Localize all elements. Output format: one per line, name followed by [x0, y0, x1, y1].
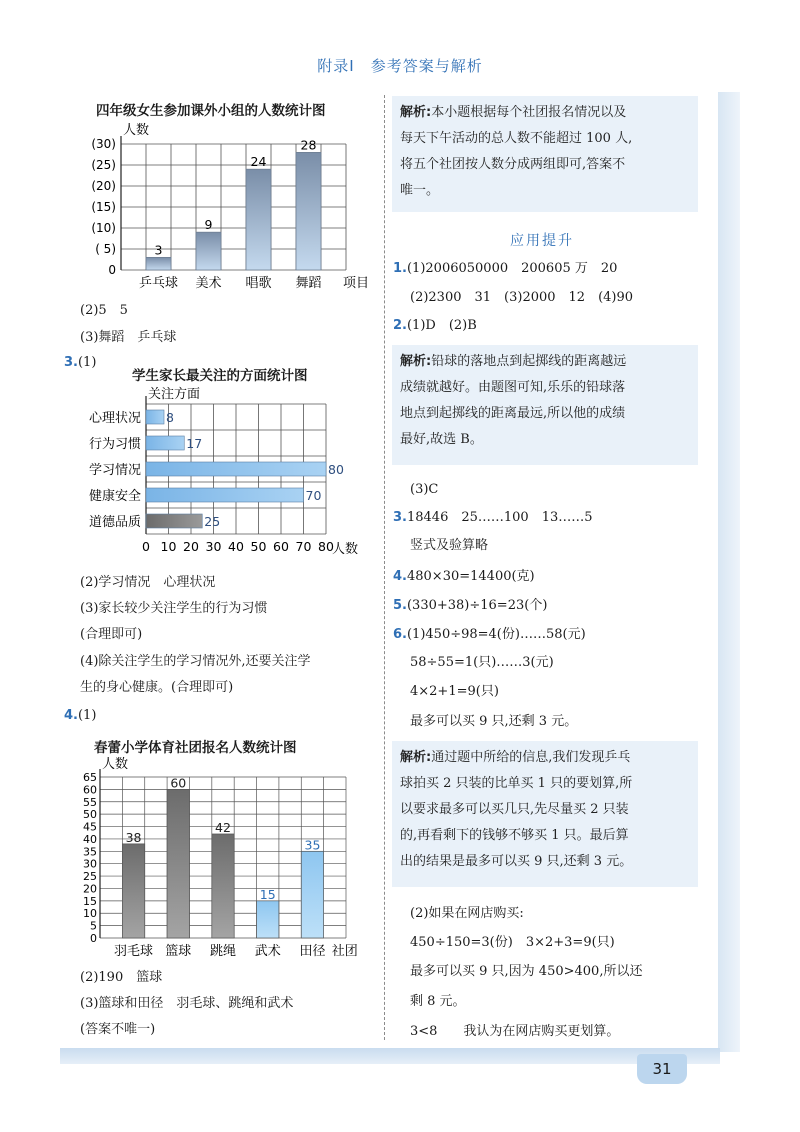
r-q3-number: 3. — [393, 510, 407, 525]
chart3-data-label: 42 — [215, 819, 231, 835]
chart3-ytick: 5 — [90, 919, 97, 933]
analysis-box-3 — [392, 741, 698, 887]
chart2-category-label: 行为习惯 — [88, 437, 141, 452]
r-q3-line1 — [393, 509, 593, 527]
chart2-bar — [146, 462, 326, 476]
box3-line2: 球拍买 2 只装的比单买 1 只的要划算,所 — [400, 776, 633, 791]
chart1-category-label: 唱歌 — [245, 276, 272, 291]
chart2-xtick: 10 — [160, 539, 177, 554]
q2-ans3: (3)舞蹈 乒乓球 — [80, 330, 177, 345]
chart3-ytick: 65 — [83, 771, 97, 784]
box1-line4: 唯一。 — [400, 183, 440, 198]
q3-ans2: (2)学习情况 心理状况 — [80, 575, 216, 590]
r-q1-number: 1. — [393, 261, 407, 276]
q3-number: 3. — [64, 355, 78, 370]
box3-label: 解析: — [400, 750, 432, 765]
r-q6-line2: 58÷55=1(只)……3(元) — [410, 655, 554, 670]
chart1-ylabel: 人数 — [123, 123, 150, 138]
chart3-category-label: 跳绳 — [209, 944, 237, 959]
q3-ans4b: 生的身心健康。(合理即可) — [80, 680, 234, 695]
page-edge-right — [718, 92, 740, 1052]
chart3-title: 春蕾小学体育社团报名人数统计图 — [94, 740, 297, 756]
r-q1-line1 — [393, 260, 617, 278]
chart3-ytick: 10 — [83, 907, 97, 921]
r-q6b-line2: 450÷150=3(份) 3×2+3=9(只) — [410, 935, 615, 950]
analysis-box-1 — [392, 96, 698, 212]
chart3-data-label: 35 — [304, 837, 321, 853]
chart1-ytick: (15) — [91, 200, 116, 214]
chart1-category-label: 舞蹈 — [295, 276, 322, 291]
chart3-ytick: 45 — [83, 820, 97, 834]
chart3-bar — [257, 901, 279, 938]
chart3-ytick: 0 — [90, 932, 97, 945]
chart2-data-label: 8 — [166, 410, 174, 425]
chart3-ytick: 50 — [83, 808, 97, 822]
chart3-svg — [70, 752, 380, 966]
r-q6b-line5: 3<8 我认为在网店购买更划算。 — [410, 1024, 620, 1039]
chart3-bar — [301, 851, 323, 938]
box3-line3: 以要求最多可以买几只,先尽量买 2 只装 — [400, 802, 629, 817]
chart3-ytick: 20 — [83, 882, 97, 896]
chart3-ytick: 25 — [83, 870, 97, 884]
chart3-bar — [167, 789, 189, 938]
r-q6-text1: (1)450÷98=4(份)……58(元) — [406, 627, 586, 642]
chart2-xtick: 70 — [295, 539, 312, 554]
chart1-bar — [196, 232, 221, 270]
chart2-xlabel: 人数 — [332, 542, 359, 557]
chart3-bar — [122, 844, 144, 938]
chart1-xlabel: 项目 — [342, 276, 370, 291]
chart1-category-label: 美术 — [195, 276, 222, 291]
box1-label: 解析: — [400, 105, 432, 120]
r-q4-number: 4. — [393, 569, 407, 584]
chart1-bar — [246, 169, 271, 270]
chart1-ytick: (10) — [91, 221, 116, 235]
page-header: 附录Ⅰ 参考答案与解析 — [317, 57, 483, 75]
box2-line2: 成绩就越好。由题图可知,乐乐的铅球落 — [400, 380, 626, 395]
chart1-title: 四年级女生参加课外小组的人数统计图 — [96, 103, 326, 119]
chart1-ytick: (30) — [91, 137, 116, 151]
chart2-category-label: 健康安全 — [88, 489, 141, 504]
page-edge-bottom — [60, 1048, 720, 1064]
chart1-data-label: 3 — [154, 242, 163, 258]
chart1-ytick: (20) — [91, 179, 116, 193]
chart1-data-label: 24 — [250, 154, 267, 170]
chart2-title: 学生家长最关注的方面统计图 — [132, 368, 308, 384]
chart1-data-label: 28 — [300, 137, 317, 153]
r-q4-text1: 480×30=14400(克) — [406, 569, 535, 584]
chart3-ytick: 60 — [83, 783, 97, 797]
r-q2-text1: (1)D (2)B — [406, 318, 477, 333]
box2-line3: 地点到起掷线的距离最远,所以他的成绩 — [400, 406, 626, 421]
box3-line1: 通过题中所给的信息,我们发现乒乓 — [431, 750, 631, 765]
chart3-data-label: 15 — [259, 886, 276, 902]
r-q6b-line3: 最多可以买 9 只,因为 450>400,所以还 — [410, 964, 643, 979]
chart3-category-label: 田径 — [299, 944, 326, 959]
box2-line1: 铅球的落地点到起掷线的距离越远 — [431, 354, 627, 369]
box1-line1: 本小题根据每个社团报名情况以及 — [431, 105, 627, 120]
box3-line5: 出的结果是最多可以买 9 只,还剩 3 元。 — [400, 854, 633, 869]
q3-label — [64, 354, 96, 372]
box1-line2: 每天下午活动的总人数不能超过 100 人, — [400, 131, 633, 146]
r-q6-line4: 最多可以买 9 只,还剩 3 元。 — [410, 714, 578, 729]
chart2-bar — [146, 410, 164, 424]
chart3-category-label: 篮球 — [165, 944, 192, 959]
chart2-xtick: 80 — [318, 539, 334, 554]
r-q5-text1: (330+38)÷16=23(个) — [406, 598, 548, 613]
chart1-data-label: 9 — [204, 217, 213, 233]
chart2-data-label: 70 — [305, 488, 322, 503]
r-q3-text1: 18446 25……100 13……5 — [406, 510, 593, 525]
r-q2-line3: (3)C — [410, 482, 439, 497]
r-q3-line2: 竖式及验算略 — [410, 538, 489, 553]
chart1-svg — [75, 118, 375, 298]
chart2-data-label: 80 — [328, 462, 344, 477]
r-q2-number: 2. — [393, 318, 407, 333]
q4-ans3b: (答案不唯一) — [80, 1022, 156, 1037]
q4-label — [64, 707, 96, 725]
q3-ans3b: (合理即可) — [80, 627, 143, 642]
chart3-ytick: 35 — [83, 845, 97, 859]
q3-part1: (1) — [77, 355, 97, 370]
r-q2-line1 — [393, 317, 477, 335]
chart3-ytick: 30 — [83, 857, 97, 871]
q3-ans4a: (4)除关注学生的学习情况外,还要关注学 — [80, 654, 311, 669]
r-q5-number: 5. — [393, 598, 407, 613]
r-q6b-line4: 剩 8 元。 — [410, 994, 466, 1009]
chart3-category-label: 武术 — [254, 944, 281, 959]
box2-label: 解析: — [400, 354, 432, 369]
chart3-data-label: 38 — [125, 829, 142, 845]
q2-ans2: (2)5 5 — [80, 303, 128, 318]
chart1-ytick: 0 — [108, 263, 116, 277]
chart3-ytick: 15 — [83, 894, 97, 908]
chart2-xtick: 60 — [273, 539, 289, 554]
chart3-ytick: 40 — [83, 832, 97, 846]
r-q4-line1 — [393, 568, 535, 586]
chart2-category-label: 心理状况 — [88, 411, 141, 426]
r-q1-text1: (1)2006050000 200605 万 20 — [406, 261, 618, 276]
q4-ans2: (2)190 篮球 — [80, 970, 163, 985]
chart3-ytick: 55 — [83, 795, 97, 809]
chart1-bar — [296, 152, 321, 270]
r-q5-line1 — [393, 597, 547, 615]
chart3-ylabel: 人数 — [102, 757, 129, 772]
chart2-category-label: 道德品质 — [88, 515, 141, 530]
chart2-bar — [146, 488, 304, 502]
chart1-category-label: 乒乓球 — [138, 276, 179, 291]
r-q6b-line1: (2)如果在网店购买: — [410, 906, 524, 921]
r-q1-line2: (2)2300 31 (3)2000 12 (4)90 — [410, 290, 634, 305]
chart2-xtick: 30 — [205, 539, 222, 554]
r-q6-line3: 4×2+1=9(只) — [410, 684, 499, 699]
chart1-ytick: ( 5) — [95, 242, 116, 256]
chart3-xlabel: 社团 — [331, 944, 358, 959]
chart2-data-label: 17 — [186, 436, 203, 451]
box1-line3: 将五个社团按人数分成两组即可,答案不 — [400, 157, 626, 172]
chart2-xtick: 20 — [183, 539, 199, 554]
chart2-ylabel: 关注方面 — [148, 387, 201, 402]
section-title: 应用提升 — [510, 233, 574, 249]
chart2-svg — [75, 382, 385, 567]
q4-part1: (1) — [77, 708, 97, 723]
chart2-xtick: 50 — [250, 539, 267, 554]
chart2-xtick: 40 — [228, 539, 244, 554]
chart3-data-label: 60 — [170, 775, 187, 791]
q3-ans3a: (3)家长较少关注学生的行为习惯 — [80, 601, 268, 616]
chart3-category-label: 羽毛球 — [114, 944, 154, 959]
r-q6-number: 6. — [393, 627, 407, 642]
chart2-bar — [146, 514, 202, 528]
box2-line4: 最好,故选 B。 — [400, 432, 483, 447]
q4-number: 4. — [64, 708, 78, 723]
chart2-xtick: 0 — [142, 539, 150, 554]
box3-line4: 的,再看剩下的钱够不够买 1 只。最后算 — [400, 828, 629, 843]
chart1-bar — [146, 257, 171, 270]
page-number: 31 — [637, 1054, 687, 1084]
q4-ans3: (3)篮球和田径 羽毛球、跳绳和武术 — [80, 996, 294, 1011]
r-q6-line1 — [393, 626, 586, 644]
chart2-bar — [146, 436, 184, 450]
chart3-bar — [212, 834, 234, 938]
column-divider — [384, 95, 385, 1040]
chart2-category-label: 学习情况 — [88, 463, 141, 478]
chart2-data-label: 25 — [204, 514, 221, 529]
chart1-ytick: (25) — [91, 158, 116, 172]
analysis-box-2 — [392, 345, 698, 465]
